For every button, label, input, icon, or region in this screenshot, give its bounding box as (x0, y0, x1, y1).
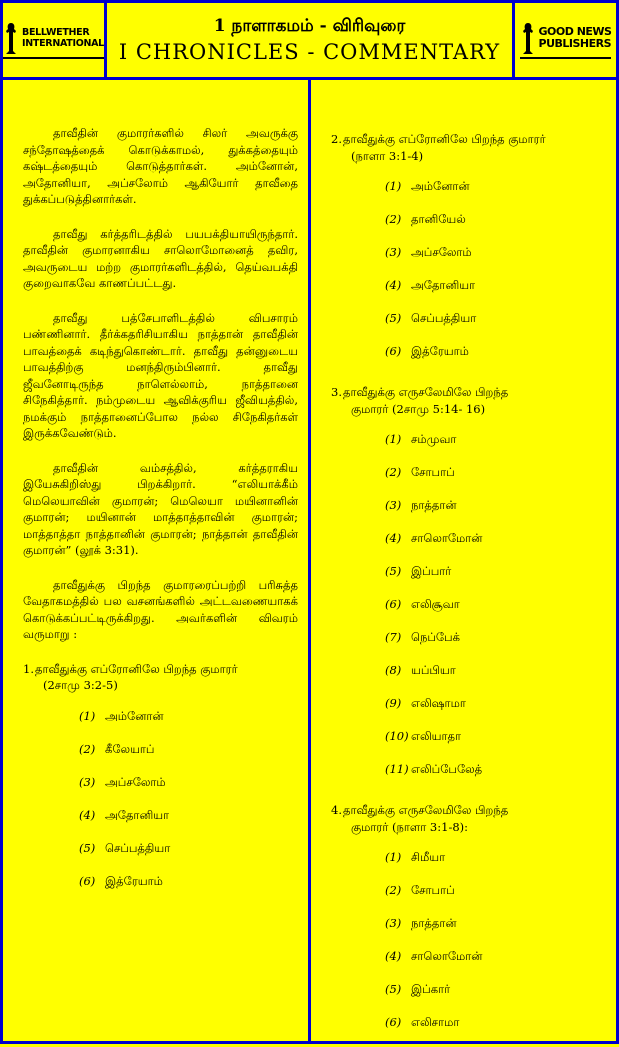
section-reference: குமாரர் (2சாமு 5:14- 16) (351, 401, 486, 416)
bellwether-logo (3, 3, 107, 77)
section-4 (331, 802, 606, 1047)
good-news-logo (512, 3, 616, 77)
item-name: இப்பார் (411, 564, 452, 578)
item-name: சாலொமோன் (411, 531, 483, 545)
item-name: நெப்பேக் (411, 630, 460, 644)
paragraph: தாவீது பத்சேபாளிடத்தில் விபசாரம் பண்ணினார். தீர்க்கதரிசியாகிய நாத்தான் தாவீதின் பாவத்தைக் கடிந்துகொண்டார். தாவீது தன்னுடைய பாவத்திற்கு மனந்திரும்பினார். தாவீது ஜீவனோடிருந்த நாளெல்லாம், நாத்தானை சிநேகித்தார். நம்முடைய ஆவிக்குரிய ஜீவியத்தில், நமக்கும் நாத்தானைப்போல நல்ல சிநேகிதர்கள் இருக்கவேண்டும். (23, 310, 298, 440)
section-number: 1. (23, 661, 34, 676)
item-number: (6) (79, 873, 96, 888)
item-number: (4) (385, 531, 402, 545)
list-item (331, 431, 606, 464)
list-item (331, 178, 606, 211)
item-name: அம்னோன் (105, 708, 164, 723)
item-number: (9) (385, 696, 402, 710)
item-name: அதோனியா (105, 807, 170, 822)
section-title: தாவீதுக்கு எருசலேமிலே பிறந்த (343, 803, 509, 817)
section-reference: (2சாமு 3:2-5) (43, 678, 118, 692)
list-item (331, 728, 606, 761)
paragraph: தாவீதின் குமாரர்களில் சிலர் அவருக்கு சந்தோஷத்தைக் கொடுக்காமல், துக்கத்தையும் கஷ்டத்தையும் கொடுத்தார்கள். அம்னோன், அதோனியா, அப்சலோம் ஆகியோர் தாவீதை துக்கப்படுத்தினார்கள். (23, 126, 298, 206)
list-item (331, 244, 606, 277)
item-name: இத்ரேயாம் (105, 873, 163, 888)
item-number: (5) (385, 311, 402, 325)
item-name: அப்சலோம் (105, 774, 166, 789)
item-number: (2) (79, 741, 96, 756)
item-name: செப்பத்தியா (105, 840, 171, 855)
item-number: (1) (79, 708, 96, 723)
item-number: (5) (385, 982, 402, 996)
list-item (331, 211, 606, 244)
list-item (331, 464, 606, 497)
section-reference: (நாளா 3:1-4) (351, 148, 424, 163)
item-name: தானியேல் (411, 212, 466, 226)
list-item (331, 1014, 606, 1047)
list-item (331, 882, 606, 915)
item-name: இப்கார் (411, 982, 451, 996)
name-list (23, 708, 298, 906)
item-name: நாத்தான் (411, 498, 457, 512)
section-3 (331, 384, 606, 794)
list-item (331, 849, 606, 882)
paragraph: தாவீதின் வம்சத்தில், கர்த்தராகிய இயேசுகிறிஸ்து பிறக்கிறார். “எலியாக்கீம் மெலெயாவின் குமாரன்; மெலெயா மயினானின் குமாரன்; மயினான் மாத்தாத்தாவின் குமாரன்; மாத்தாத்தா நாத்தானின் குமாரன்; நாத்தான் தாவீதின் குமாரன்” (லூக் 3:31). (23, 460, 298, 557)
item-name: அம்னோன் (411, 179, 470, 193)
item-name: சம்முவா (411, 432, 457, 446)
item-number: (1) (385, 850, 402, 864)
item-number: (7) (385, 630, 402, 644)
list-item (331, 915, 606, 948)
list-item (23, 807, 298, 840)
item-number: (3) (385, 245, 402, 259)
section-1 (23, 661, 298, 906)
item-number: (4) (79, 807, 96, 822)
item-name: யப்பியா (411, 663, 456, 677)
item-name: எலிப்பேலேத் (411, 762, 483, 776)
item-number: (5) (79, 840, 96, 855)
item-name: சோபாப் (411, 465, 455, 479)
item-name: செப்பத்தியா (411, 311, 477, 325)
item-name: அப்சலோம் (411, 245, 472, 259)
section-number: 3. (331, 385, 342, 399)
list-item (331, 596, 606, 629)
section-2 (331, 131, 606, 376)
list-item (23, 840, 298, 873)
section-number: 4. (331, 803, 342, 817)
list-item (331, 761, 606, 794)
list-item (23, 708, 298, 741)
title-block (107, 3, 512, 77)
list-item (331, 981, 606, 1014)
list-item (23, 741, 298, 774)
item-name: சாலொமோன் (411, 949, 483, 963)
list-item (331, 343, 606, 376)
good-news-logo-text: GOOD NEWS PUBLISHERS (538, 25, 612, 50)
list-item (331, 310, 606, 343)
item-name: சோபாப் (411, 883, 455, 897)
section-title: தாவீதுக்கு எருசலேமிலே பிறந்த (343, 385, 509, 399)
item-number: (6) (385, 1015, 402, 1029)
name-list (331, 178, 606, 376)
item-name: நாத்தான் (411, 916, 457, 930)
section-number: 2. (331, 132, 342, 146)
list-item (331, 530, 606, 563)
bellwether-logo-text: BELLWETHER INTERNATIONAL (22, 27, 104, 49)
item-number: (1) (385, 432, 402, 446)
item-number: (2) (385, 212, 402, 226)
item-name: எலிசாமா (411, 1015, 460, 1029)
item-name: எலியாதா (411, 729, 462, 743)
item-name: கீலேயாப் (105, 741, 155, 756)
right-column (311, 80, 616, 1041)
item-number: (3) (385, 916, 402, 930)
item-name: இத்ரேயாம் (411, 344, 469, 358)
item-number: (3) (79, 774, 96, 789)
item-number: (6) (385, 597, 402, 611)
item-number: (11) (385, 762, 409, 776)
name-list (331, 849, 606, 1047)
title-tamil: 1 நாளாகமம் - விரிவுரை (213, 16, 406, 36)
paragraph: தாவீது கர்த்தரிடத்தில் பயபக்தியாயிருந்தார். தாவீதின் குமாரனாகிய சாலொமோனைத் தவிர, அவருடைய மற்ற குமாரர்களிடத்தில், தெய்வபக்தி குறைவாகவே காணப்பட்டது. (23, 226, 298, 290)
section-title: தாவீதுக்கு எப்ரோனிலே பிறந்த குமாரர் (343, 132, 546, 146)
item-name: எலிஷாமா (411, 696, 466, 710)
good-news-ram-icon (520, 21, 536, 55)
bellwether-ram-icon (3, 21, 19, 55)
item-number: (8) (385, 663, 402, 677)
item-name: எலிசூவா (411, 597, 460, 611)
name-list (331, 431, 606, 794)
section-reference: குமாரர் (நாளா 3:1-8): (351, 819, 469, 834)
section-title: தாவீதுக்கு எப்ரோனிலே பிறந்த குமாரர் (35, 661, 238, 676)
paragraph: தாவீதுக்கு பிறந்த குமாரரைப்பற்றி பரிசுத்த வேதாகமத்தில் பல வசனங்களில் அட்டவணையாகக் கொடுக்கப்பட்டிருக்கிறது. அவர்களின் விவரம் வருமாறு : (23, 577, 298, 641)
list-item (331, 695, 606, 728)
item-name: சிமீயா (411, 850, 446, 864)
title-english: I CHRONICLES - COMMENTARY (118, 40, 501, 64)
list-item (331, 948, 606, 981)
item-number: (10) (385, 729, 409, 743)
item-name: அதோனியா (411, 278, 476, 292)
list-item (331, 497, 606, 530)
list-item (331, 277, 606, 310)
item-number: (3) (385, 498, 402, 512)
list-item (23, 873, 298, 906)
item-number: (5) (385, 564, 402, 578)
item-number: (4) (385, 949, 402, 963)
item-number: (2) (385, 883, 402, 897)
item-number: (4) (385, 278, 402, 292)
list-item (331, 563, 606, 596)
header (3, 3, 616, 77)
item-number: (6) (385, 344, 402, 358)
item-number: (1) (385, 179, 402, 193)
list-item (23, 774, 298, 807)
list-item (331, 662, 606, 695)
left-column (3, 80, 308, 1041)
item-number: (2) (385, 465, 402, 479)
list-item (331, 629, 606, 662)
